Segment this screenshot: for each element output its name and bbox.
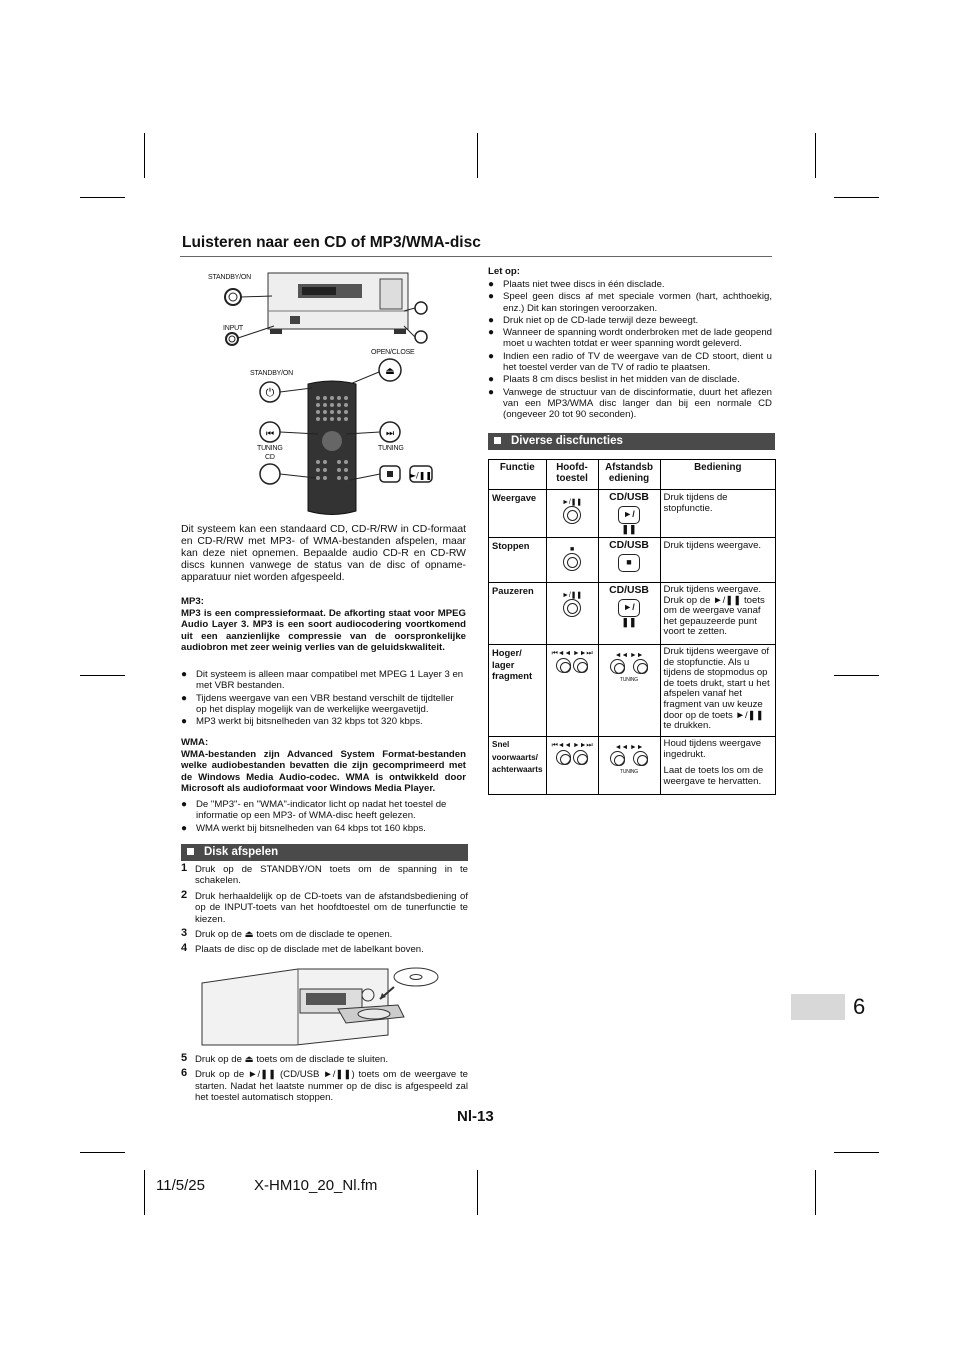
crop-mark — [834, 197, 879, 198]
skip-symbols: ⏮◄◄ ►►⏭ — [551, 650, 593, 657]
play-pause-remote-icon: ►/❚❚ — [618, 599, 640, 617]
crop-mark — [834, 675, 879, 676]
col-afstandsbediening: Afstandsb ediening — [598, 460, 660, 490]
remote-cell — [598, 645, 660, 737]
label-open-close: OPEN/CLOSE — [371, 349, 415, 356]
list-item: ● WMA werkt bij bitsnelheden van 64 kbps tot 160 kbps. — [181, 823, 466, 834]
wma-heading: WMA: — [181, 737, 209, 748]
desc-line: Houd tijdens weergave ingedrukt. — [663, 738, 762, 760]
step-text: Druk op de ►/❚❚ (CD/USB ►/❚❚) toets om de weergave te starten. Nadat het laatste nummer op de disc is afgespeeld zal het toestel automatisch stoppen. — [195, 1069, 468, 1104]
remote-label: CD/USB — [609, 540, 649, 551]
crop-mark — [477, 1170, 478, 1215]
desc-cell — [660, 737, 775, 795]
remote-cell — [598, 490, 660, 538]
table-row — [489, 538, 776, 583]
page-title: Luisteren naar een CD of MP3/WMA-disc — [182, 234, 481, 251]
main-unit-cell — [546, 737, 598, 795]
crop-mark — [144, 1170, 145, 1215]
remote-cell — [598, 538, 660, 583]
wma-body: WMA-bestanden zijn Advanced System Format-bestanden welke audiobestanden bevatten die zijn gecomprimeerd met de Windows Media Audio-codec. WMA is ontwikkeld door Microsoft als audioformaat voor Windows Media Player. — [181, 749, 466, 794]
step-item — [181, 1069, 468, 1103]
list-item: ● Dit systeem is alleen maar compatibel met MPEG 1 Layer 3 en met VBR bestanden. — [181, 669, 466, 692]
disc-functions-table — [488, 459, 776, 795]
col-bediening: Bediening — [660, 460, 775, 490]
tuning-label: TUNING — [620, 769, 638, 775]
main-unit-cell — [546, 645, 598, 737]
step-number: 1 — [181, 862, 188, 874]
fast-forward-button-icon — [573, 750, 588, 765]
remote-cell — [598, 737, 660, 795]
step-text: Plaats de disc op de disclade met de labelkant boven. — [195, 944, 424, 956]
diverse-section-title: Diverse discfuncties — [511, 435, 623, 447]
mp3-body: MP3 is een compressieformaat. De afkorting staat voor MPEG Audio Layer 3. MP3 is een soort audiocodering voortkomend uit een aanzienlijke compressie van de oorspronkelijke audiobron met zeer weinig verlies van de geluidskwaliteit. — [181, 608, 466, 653]
col-hoofdtoestel: Hoofd-toestel — [546, 460, 598, 490]
skip-symbols: ⏮◄◄ ►►⏭ — [551, 742, 593, 749]
disc-tray-illustration — [198, 965, 442, 1051]
label-input: INPUT — [223, 325, 244, 332]
disk-section-heading — [181, 844, 468, 861]
page-code: Nl-13 — [457, 1108, 494, 1125]
list-item: ● Wanneer de spanning wordt onderbroken met de lade geopend moet u wachten totdat er weer spanning wordt geleverd. — [488, 327, 772, 350]
skip-forward-button-icon — [573, 658, 588, 673]
diverse-section-heading — [488, 433, 775, 450]
step-item — [181, 888, 468, 925]
list-item: ● MP3 werkt bij bitsnelheden van 32 kbps tot 320 kbps. — [181, 716, 466, 727]
device-remote-figure — [212, 266, 438, 522]
table-row — [489, 583, 776, 645]
tuning-back-icon — [610, 751, 625, 766]
mp3-heading: MP3: — [181, 596, 204, 607]
list-item: ● Plaats 8 cm discs beslist in het midden van de disclade. — [488, 374, 772, 385]
svg-text:⏮: ⏮ — [265, 429, 275, 439]
let-op-heading: Let op: — [488, 266, 520, 277]
step-text: Druk op de ⏏ toets om de disclade te sluiten. — [195, 1054, 389, 1065]
list-item: ● Indien een radio of TV de weergave van de CD stoort, dient u het toestel verder van de TV of radio te plaatsen. — [488, 351, 772, 374]
func-name: Snel voorwaarts/ achterwaarts — [489, 737, 547, 795]
intro-text: Dit systeem kan een standaard CD, CD-R/RW in CD-formaat en CD-R/RW met MP3- of WMA-bestanden afspelen, maar kan deze niet opnemen. Bepaalde audio CD-R en CD-RW discs kunnen vanwege de status van de disc of opname-apparatuur niet worden afgespeeld. — [181, 524, 466, 584]
step-item — [181, 929, 468, 940]
label-tuning-right: TUNING — [378, 445, 404, 452]
table-header-row — [489, 460, 776, 490]
tuning-forward-icon — [633, 751, 648, 766]
side-page-number: 6 — [853, 994, 866, 1019]
list-item: ● Druk niet op de CD-lade terwijl deze beweegt. — [488, 315, 772, 326]
crop-mark — [815, 1170, 816, 1215]
step-number: 4 — [181, 942, 188, 955]
play-pause-remote-icon: ►/❚❚ — [618, 506, 640, 524]
mp3-bullets — [181, 669, 466, 728]
tuning-label: TUNING — [620, 677, 638, 683]
wma-bullets — [181, 799, 466, 835]
svg-text:►/❚❚: ►/❚❚ — [409, 471, 433, 480]
main-unit-cell — [546, 583, 598, 645]
crop-mark — [477, 133, 478, 178]
label-cd: CD — [265, 454, 275, 461]
tuning-back-icon — [610, 659, 625, 674]
play-pause-symbol: ►/❚❚ — [562, 592, 582, 599]
step-text: Druk op de ⏏ toets om de disclade te openen. — [195, 929, 393, 941]
footer-date: 11/5/25 — [156, 1177, 205, 1194]
square-icon — [187, 848, 194, 855]
crop-mark — [80, 197, 125, 198]
desc-cell: Druk tijdens weergave of de stopfunctie. Als u tijdens de stopmodus op de toets drukt, start u het afspelen vanaf het fragment van uw keuze door op de toets ►/❚❚ te drukken. — [660, 645, 775, 737]
func-name: Pauzeren — [489, 583, 547, 645]
remote-cell — [598, 583, 660, 645]
square-icon — [494, 437, 501, 444]
list-item: ● Tijdens weergave van een VBR bestand verschilt de tijdteller op het display mogelijk van de werkelijke weergavetijd. — [181, 693, 466, 716]
let-op-bullets — [488, 279, 772, 422]
stop-button-icon — [563, 553, 581, 571]
step-item — [181, 1054, 468, 1065]
play-pause-button-icon — [563, 599, 581, 617]
crop-mark — [80, 675, 125, 676]
steps-5-6 — [181, 1054, 468, 1108]
crop-mark — [144, 133, 145, 178]
step-number: 5 — [181, 1052, 188, 1064]
svg-text:⏭: ⏭ — [385, 429, 395, 439]
skip-back-button-icon — [556, 658, 571, 673]
step-number: 2 — [181, 888, 188, 901]
list-item: ● Plaats niet twee discs in één disclade. — [488, 279, 772, 290]
table-row — [489, 490, 776, 538]
list-item: ● Vanwege de structuur van de discinformatie, duurt het aflezen van een MP3/WMA disc langer dan bij een normale CD (ongeveer 20 tot 90 seconden). — [488, 387, 772, 421]
desc-cell: Druk tijdens weergave. — [660, 538, 775, 583]
col-functie: Functie — [489, 460, 547, 490]
remote-skip-symbols: ◄◄ ►► — [614, 652, 644, 659]
desc-line: Laat de toets los om de weergave te hervatten. — [663, 765, 764, 787]
func-name: Stoppen — [489, 538, 547, 583]
rewind-button-icon — [556, 750, 571, 765]
desc-cell: Druk tijdens weergave. Druk op de ►/❚❚ toets om de weergave vanaf het gepauzeerde punt voort te zetten. — [660, 583, 775, 645]
tuning-forward-icon — [633, 659, 648, 674]
func-name: Weergave — [489, 490, 547, 538]
step-number: 3 — [181, 927, 188, 940]
footer-filename: X-HM10_20_Nl.fm — [254, 1177, 378, 1194]
label-standby-on-main: STANDBY/ON — [208, 274, 251, 281]
svg-text:⏻: ⏻ — [265, 386, 275, 399]
main-unit-cell — [546, 538, 598, 583]
table-row — [489, 645, 776, 737]
svg-text:⏏: ⏏ — [385, 366, 395, 377]
label-standby-on-remote: STANDBY/ON — [250, 370, 293, 377]
title-rule — [180, 256, 772, 257]
crop-mark — [815, 133, 816, 178]
play-pause-symbol: ►/❚❚ — [562, 499, 582, 506]
table-row — [489, 737, 776, 795]
play-pause-button-icon — [563, 506, 581, 524]
step-text: Druk herhaaldelijk op de CD-toets van de afstandsbediening of op de INPUT-toets van het hoofdtoestel om de tunerfunctie te kiezen. — [195, 890, 468, 925]
step-number: 6 — [181, 1067, 188, 1080]
step-item — [181, 944, 468, 955]
remote-skip-symbols: ◄◄ ►► — [614, 744, 644, 751]
step-item — [181, 864, 468, 887]
page-tab — [791, 994, 845, 1020]
func-name: Hoger/ lager fragment — [489, 645, 547, 737]
crop-mark — [80, 1152, 125, 1153]
main-unit-cell — [546, 490, 598, 538]
list-item: ● Speel geen discs af met speciale vormen (hart, achthoekig, enz.) Dit kan storingen veroorzaken. — [488, 291, 772, 314]
remote-label: CD/USB — [609, 492, 649, 503]
stop-symbol: ■ — [570, 546, 575, 553]
label-tuning-left: TUNING — [257, 445, 283, 452]
disk-section-title: Disk afspelen — [204, 846, 279, 858]
crop-mark — [834, 1152, 879, 1153]
desc-cell: Druk tijdens de stopfunctie. — [660, 490, 775, 538]
list-item: ● De "MP3"- en "WMA"-indicator licht op nadat het toestel de informatie op een MP3- of WMA-disc heeft gelezen. — [181, 799, 466, 822]
remote-label: CD/USB — [609, 585, 649, 596]
steps-1-4 — [181, 864, 468, 960]
step-text: Druk op de STANDBY/ON toets om de spanning in te schakelen. — [195, 864, 468, 887]
stop-remote-icon: ■ — [618, 554, 640, 572]
